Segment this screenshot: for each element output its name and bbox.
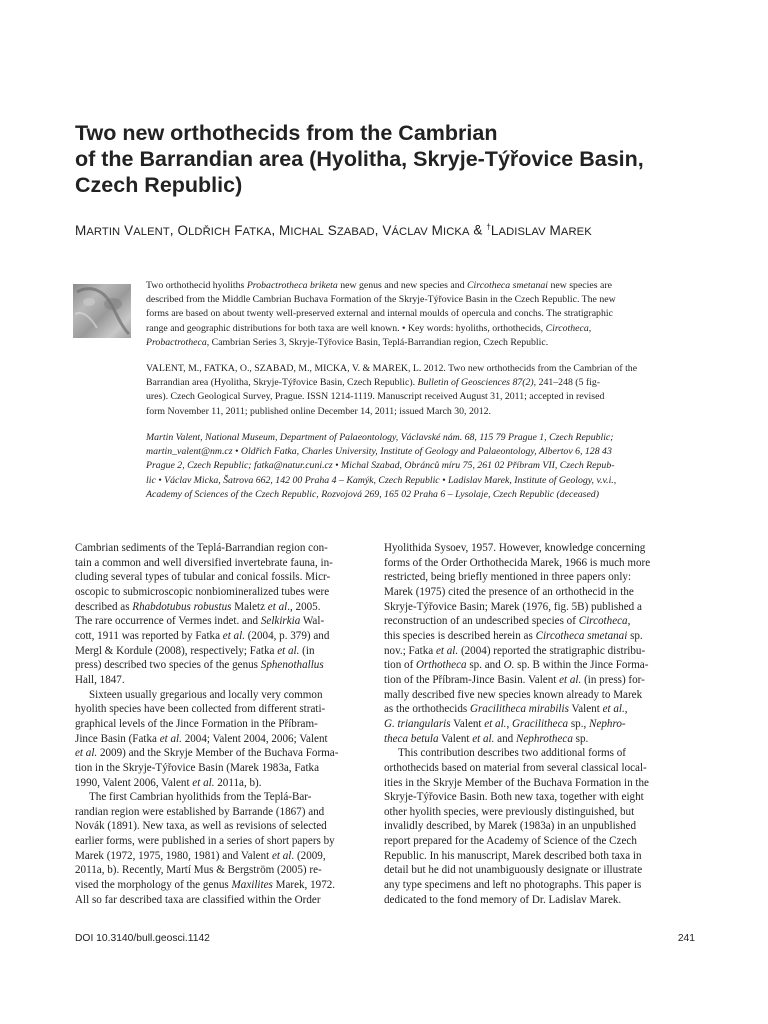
body-line: Marek (1975) cited the presence of an orthothecid in the (384, 585, 634, 598)
body-line: orthothecids based on material from several classical local- (384, 761, 647, 774)
body-line: tion of Orthotheca sp. and O. sp. B within the Jince Forma- (384, 659, 649, 672)
author-4: VÁCLAV MICKA (382, 222, 470, 238)
author-list: MARTIN VALENT, OLDŘICH FATKA, MICHAL SZABAD, VÁCLAV MICKA & †LADISLAV MAREK (75, 222, 592, 238)
title-line: Two new orthothecids from the Cambrian (75, 121, 498, 145)
body-line: 2011a, b). Recently, Martí Mus & Bergström (2005) re- (75, 864, 322, 877)
body-column-left (75, 541, 385, 907)
abstract-line: Two orthothecid hyoliths Probactrotheca briketa new genus and new species and Circotheca smetanai new species are (146, 280, 612, 291)
article-title (75, 120, 715, 198)
body-line: dedicated to the fond memory of Dr. Ladislav Marek. (384, 893, 622, 906)
abstract-line: range and geographic distributions for both taxa are well known. • Key words: hyoliths, orthothecids, Circotheca, (146, 322, 592, 334)
body-line: Sixteen usually gregarious and locally very common (89, 688, 323, 701)
body-line: Mergl & Kordule (2008), respectively; Fatka et al. (in (75, 644, 315, 657)
body-line: ities in the Skryje Member of the Buchava Formation in the (384, 776, 649, 789)
citation-line: ures). Czech Geological Survey, Prague. ISSN 1214-1119. Manuscript received August 31, 2011; accepted in revised (146, 391, 605, 403)
body-line: Hall, 1847. (75, 673, 125, 686)
body-line: Jince Basin (Fatka et al. 2004; Valent 2004, 2006; Valent (75, 732, 328, 745)
body-line: forms of the Order Orthothecida Marek, 1966 is much more (384, 556, 651, 569)
abstract-line: Probactrotheca, Cambrian Series 3, Skryje-Týřovice Basin, Teplá-Barrandian region, Czech Republic. (146, 336, 549, 348)
dagger-mark: † (486, 222, 491, 231)
author-affiliations (146, 431, 696, 502)
author-2: OLDŘICH FATKA (177, 222, 272, 238)
body-line: tain a common and well diversified invertebrate fauna, in- (75, 556, 333, 569)
affiliation-line: Academy of Sciences of the Czech Republic, Rozvojová 269, 165 02 Praha 6 – Lysolaje, Czech Republic (deceased) (146, 488, 599, 500)
abstract-line: described from the Middle Cambrian Buchava Formation of the Skryje-Týřovice Basin in the Czech Republic. The new (146, 294, 616, 306)
body-line: mally described five new species known already to Marek (384, 688, 643, 701)
fossil-texture-graphic (73, 284, 131, 338)
body-line: Skryje-Týřovice Basin. Both new taxa, together with eight (384, 791, 644, 804)
body-line: G. triangularis Valent et al., Gracilitheca sp., Nephro- (384, 717, 626, 730)
citation-line: VALENT, M., FATKA, O., SZABAD, M., MICKA, V. & MAREK, L. 2012. Two new orthothecids from the Cambrian of the (146, 363, 638, 374)
body-line: reconstruction of an undescribed species of Circotheca, (384, 615, 631, 628)
body-line: All so far described taxa are classified within the Order (75, 893, 321, 906)
body-line: This contribution describes two additional forms of (398, 747, 626, 760)
body-line: The first Cambrian hyolithids from the Teplá-Bar- (89, 791, 312, 804)
body-line: cott, 1911 was reported by Fatka et al. (2004, p. 379) and (75, 629, 330, 642)
author-5: †LADISLAV MAREK (486, 222, 592, 238)
title-line: Czech Republic) (75, 173, 243, 197)
body-line: as the orthothecids Gracilitheca mirabilis Valent et al., (384, 703, 628, 716)
body-line: et al. 2009) and the Skryje Member of the Buchava Forma- (75, 747, 339, 760)
body-line: The rare occurrence of Vermes indet. and Selkirkia Wal- (75, 615, 325, 628)
page-number: 241 (677, 933, 695, 944)
body-line: any type specimens and left no photographs. This paper is (384, 879, 642, 892)
body-line: described as Rhabdotubus robustus Maletz et al., 2005. (75, 600, 321, 613)
body-line: tion of the Příbram-Jince Basin. Valent et al. (in press) for- (384, 673, 645, 686)
citation-line: form November 11, 2011; published online December 14, 2011; issued March 30, 2012. (146, 405, 492, 417)
body-line: theca betula Valent et al. and Nephrotheca sp. (384, 732, 589, 745)
body-line: randian region were established by Barrande (1867) and (75, 805, 325, 818)
citation-line: Barrandian area (Hyolitha, Skryje-Týřovice Basin, Czech Republic). Bulletin of Geosciences 87(2), 241–248 (5 fig- (146, 377, 601, 389)
body-line: Marek (1972, 1975, 1980, 1981) and Valent et al. (2009, (75, 849, 326, 862)
body-line: press) described two species of the genus Sphenothallus (75, 659, 324, 672)
doi-link[interactable]: DOI 10.3140/bull.geosci.1142 (75, 933, 210, 944)
body-line: Hyolithida Sysoev, 1957. However, knowledge concerning (384, 542, 646, 554)
body-line: tion in the Skryje-Týřovice Basin (Marek 1983a, Fatka (75, 761, 320, 774)
body-line: 1990, Valent 2006, Valent et al. 2011a, b). (75, 776, 262, 789)
body-line: this species is described herein as Circotheca smetanai sp. (384, 629, 643, 642)
body-line: Skryje-Týřovice Basin; Marek (1976, fig. 5B) published a (384, 600, 642, 613)
body-line: report prepared for the Academy of Science of the Czech (384, 835, 637, 848)
body-line: cluding several types of tubular and conical fossils. Micr- (75, 571, 331, 584)
body-line: oscopic to submicroscopic nonbiomineralized tubes were (75, 585, 330, 598)
body-line: earlier forms, were published in a series of short papers by (75, 835, 335, 848)
body-line: invalidly described, by Marek (1983a) in an unpublished (384, 820, 637, 833)
abstract (146, 279, 696, 350)
author-1: MARTIN VALENT (75, 222, 170, 238)
abstract-line: forms are based on about twenty well-preserved external and internal moulds of opercula and conchs. The stratigraphic (146, 308, 613, 320)
citation-block (146, 362, 696, 419)
body-line: Novák (1891). New taxa, as well as revisions of selected (75, 820, 327, 833)
body-line: other hyolith species, were previously distinguished, but (384, 805, 635, 818)
body-column-right (384, 541, 694, 907)
affiliation-line: martin_valent@nm.cz • Oldřich Fatka, Charles University, Institute of Geology and Palaeontology, Albertov 6, 128 43 (146, 446, 612, 458)
affiliation-line: Prague 2, Czech Republic; fatka@natur.cuni.cz • Michal Szabad, Obránců míru 75, 261 02 Příbram VII, Czech Repub- (146, 460, 615, 472)
affiliation-line: lic • Václav Micka, Šatrova 662, 142 00 Praha 4 – Kamýk, Czech Republic • Ladislav Marek, Institute of Geology, v.v.i., (146, 474, 617, 486)
body-line: nov.; Fatka et al. (2004) reported the stratigraphic distribu- (384, 644, 646, 657)
body-line: Republic. In his manuscript, Marek described both taxa in (384, 849, 642, 862)
hyolith-thumbnail-image (73, 284, 131, 338)
affiliation-line: Martin Valent, National Museum, Department of Palaeontology, Václavské nám. 68, 115 79 Prague 1, Czech Republic; (146, 432, 614, 443)
title-line: of the Barrandian area (Hyolitha, Skryje-Týřovice Basin, (75, 147, 644, 171)
author-3: MICHAL SZABAD (279, 222, 375, 238)
body-line: vised the morphology of the genus Maxilites Marek, 1972. (75, 879, 336, 892)
body-line: Cambrian sediments of the Teplá-Barrandian region con- (75, 542, 328, 554)
body-line: restricted, being briefly mentioned in three papers only: (384, 571, 632, 584)
body-line: graphical levels of the Jince Formation in the Příbram- (75, 717, 318, 730)
body-line: detail but he did not unambiguously designate or illustrate (384, 864, 643, 877)
body-line: hyolith species have been collected from different strati- (75, 703, 326, 716)
